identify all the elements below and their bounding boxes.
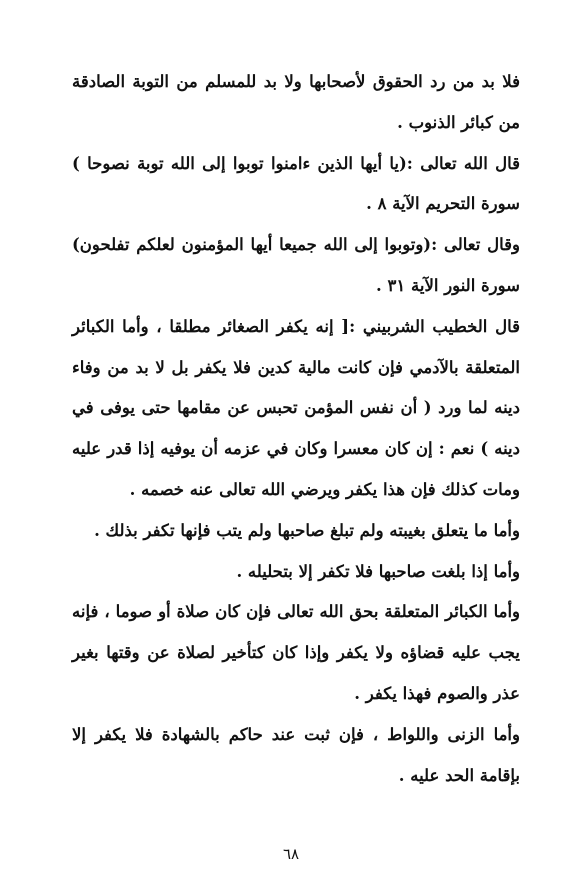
paragraph-repentance: فلا بد من رد الحقوق لأصحابها ولا بد للمسلم من التوبة الصادقة من كبائر الذنوب . <box>72 72 520 132</box>
paragraph-hadd: وأما الزنى واللواط ، فإن ثبت عند حاكم بالشهادة فلا يكفر إلا بإقامة الحد عليه . <box>72 724 520 785</box>
paragraph-quote-nur: وقال تعالى :(وتوبوا إلى الله جميعا أيها المؤمنون لعلكم تفلحون) سورة النور الآية ٣١ . <box>72 235 520 295</box>
paragraph-khatib-sharbini: قال الخطيب الشربيني :[ إنه يكفر الصغائر مطلقا ، وأما الكبائر المتعلقة بالآدمي فإن كانت مالية كدين فلا يكفر بل لا بد من وفاء دينه لما ورد ( أن نفس المؤمن تحبس عن مقامها حتى يوفى في دينه ) نعم : إن كان معسرا وكان في عزمه أن يوفيه إذا قدر عليه ومات كذلك فإن هذا يكفر ويرضي الله تعالى عنه خصمه . <box>72 316 520 499</box>
body-text <box>72 62 520 796</box>
paragraph-gheeba: وأما ما يتعلق بغيبته ولم تبلغ صاحبها ولم يتب فإنها تكفر بذلك . <box>94 520 520 540</box>
page-number: ٦٨ <box>282 845 300 863</box>
paragraph-haqq-allah: وأما الكبائر المتعلقة بحق الله تعالى فإن كان صلاة أو صوما ، فإنه يجب عليه قضاؤه ولا يكفر وإذا كان كتأخير لصلاة عن وقتها بغير عذر والصوم فهذا يكفر . <box>72 602 520 703</box>
paragraph-tahleel: وأما إذا بلغت صاحبها فلا تكفر إلا بتحليله . <box>236 561 520 581</box>
paragraph-quote-tahrim: قال الله تعالى :(يا أيها الذين ءامنوا توبوا إلى الله توبة نصوحا ) سورة التحريم الآية ٨ . <box>72 153 520 214</box>
